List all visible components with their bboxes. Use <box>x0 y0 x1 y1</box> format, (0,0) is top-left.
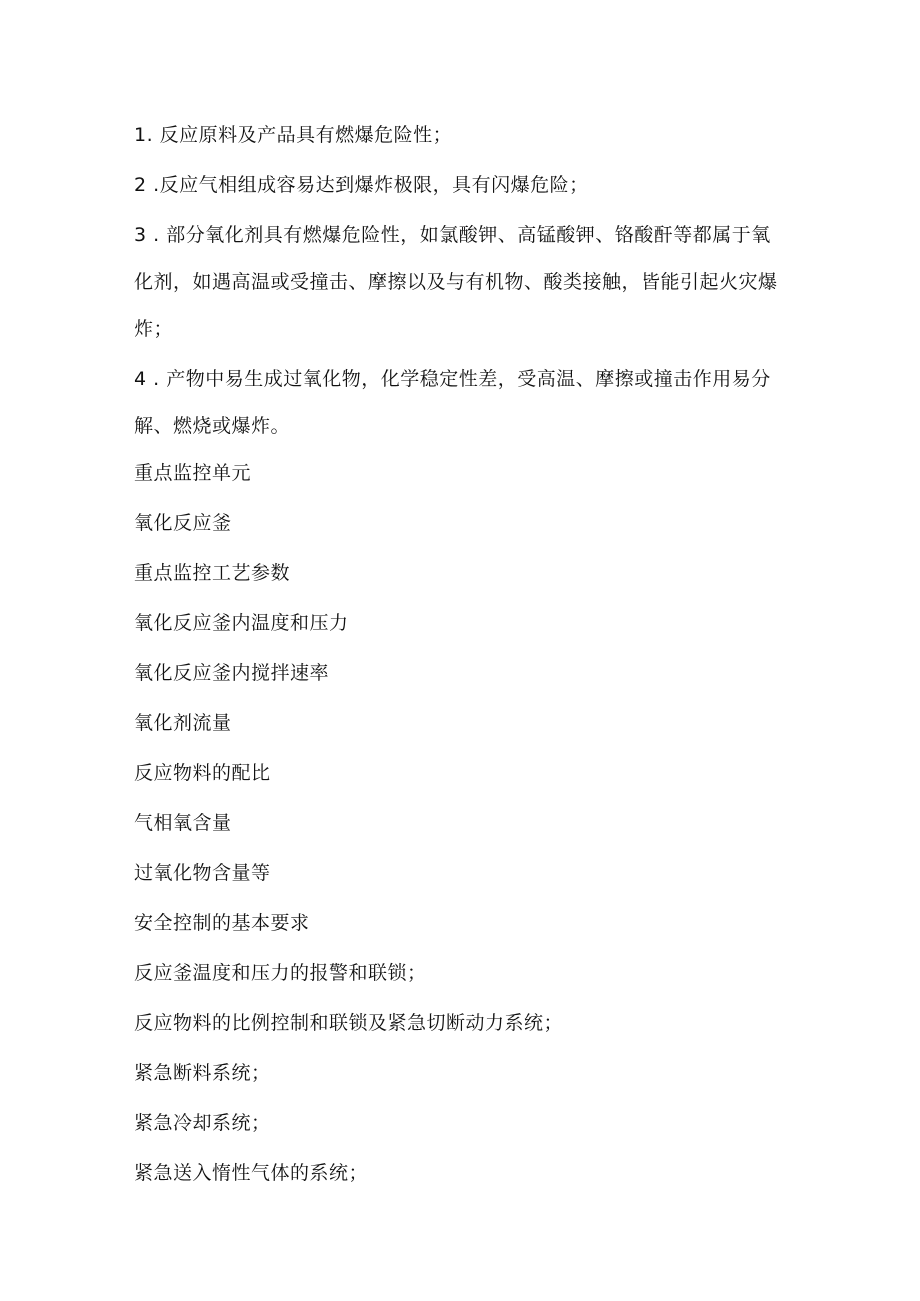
key-param-item: 气相氧含量 <box>134 812 232 834</box>
safety-item: 紧急送入惰性气体的系统； <box>134 1162 369 1184</box>
key-param-item: 氧化反应釜内搅拌速率 <box>134 662 330 684</box>
safety-item: 紧急断料系统； <box>134 1062 271 1084</box>
key-param-item: 氧化剂流量 <box>134 712 232 734</box>
key-unit-heading: 重点监控单元 <box>134 462 252 484</box>
key-param-item: 氧化反应釜内温度和压力 <box>134 612 349 634</box>
hazard-item-2: 2 .反应气相组成容易达到爆炸极限，具有闪爆危险； <box>134 174 589 196</box>
hazard-item-4: 4 . 产物中易生成过氧化物，化学稳定性差，受高温、摩擦或撞击作用易分解、燃烧或爆炸。 <box>134 368 771 437</box>
safety-item: 紧急冷却系统； <box>134 1112 271 1134</box>
key-params-heading: 重点监控工艺参数 <box>134 562 291 584</box>
safety-heading: 安全控制的基本要求 <box>134 912 310 934</box>
safety-item: 反应釜温度和压力的报警和联锁； <box>134 962 427 984</box>
hazard-item-1: 1. 反应原料及产品具有燃爆危险性； <box>134 124 453 146</box>
hazard-item-3: 3 . 部分氧化剂具有燃爆危险性，如氯酸钾、高锰酸钾、铬酸酐等都属于氧化剂，如遇高温或受撞击、摩擦以及与有机物、酸类接触，皆能引起火灾爆炸； <box>134 224 778 340</box>
key-unit-value: 氧化反应釜 <box>134 512 232 534</box>
safety-item: 反应物料的比例控制和联锁及紧急切断动力系统； <box>134 1012 564 1034</box>
key-param-item: 反应物料的配比 <box>134 762 271 784</box>
document-content <box>134 112 784 1203</box>
key-param-item: 过氧化物含量等 <box>134 862 271 884</box>
